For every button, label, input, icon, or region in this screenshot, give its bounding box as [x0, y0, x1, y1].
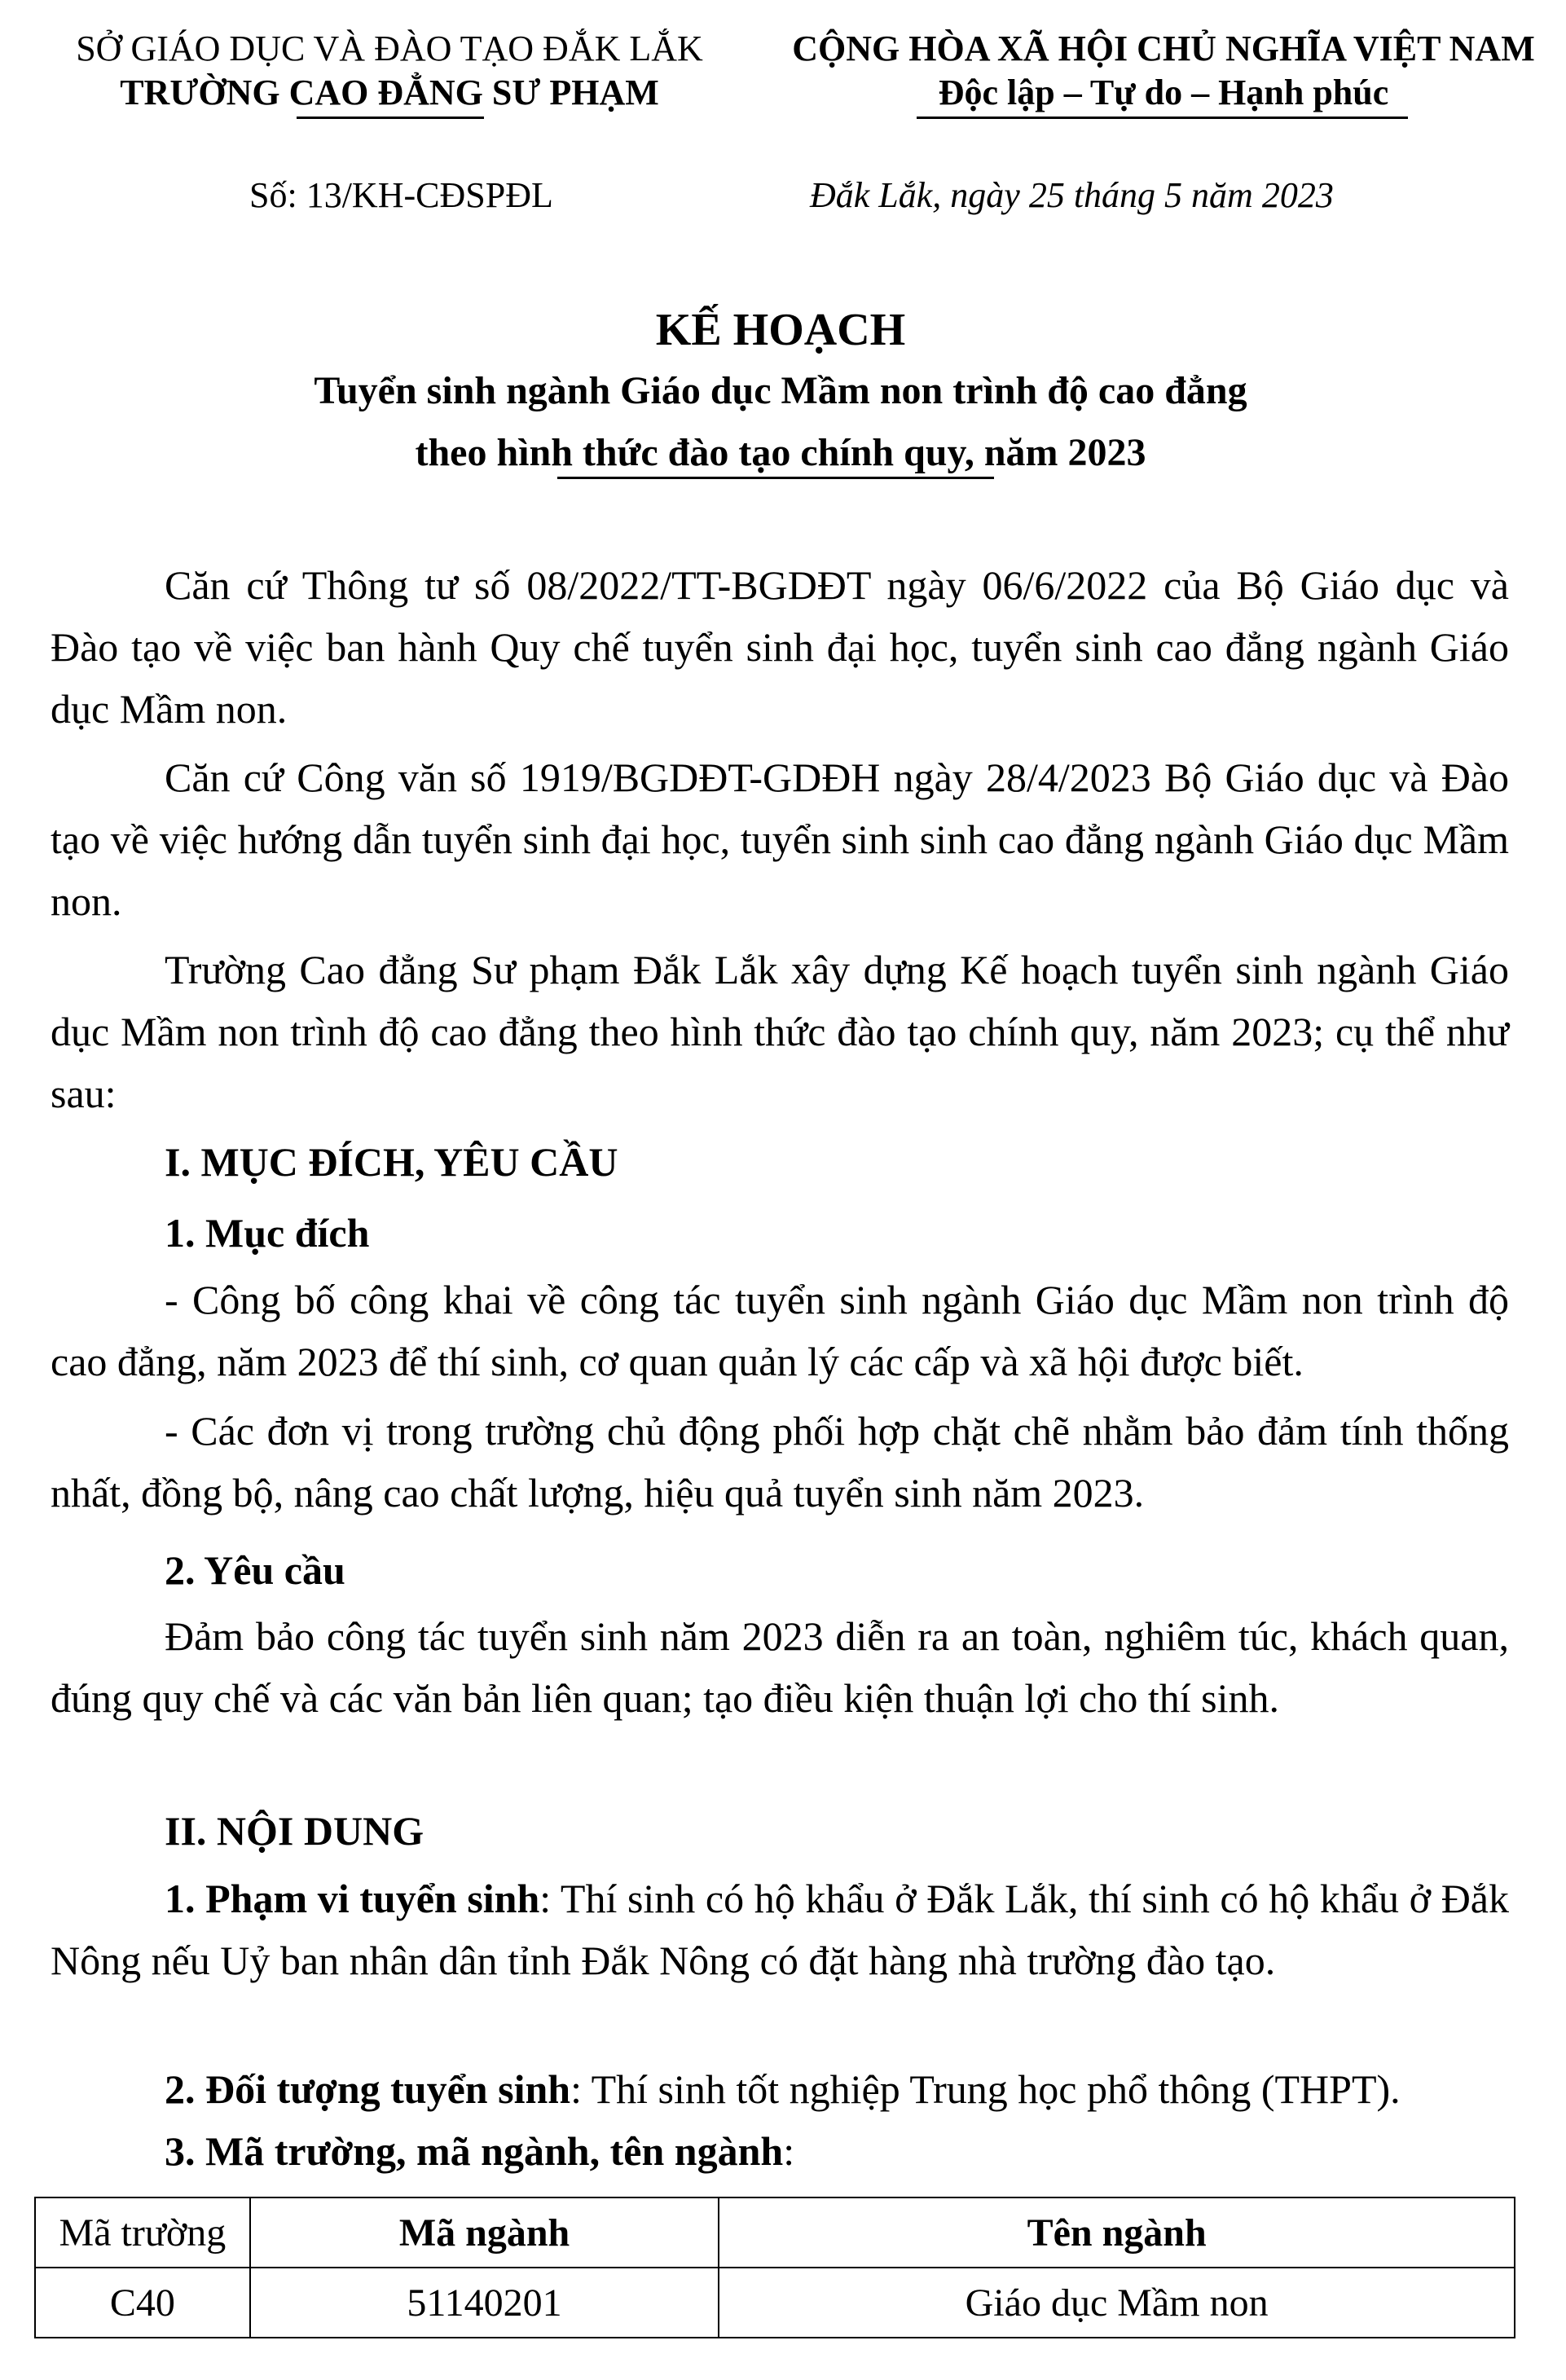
national-motto: Độc lập – Tự do – Hạnh phúc — [938, 73, 1389, 112]
cell-major-code: 51140201 — [250, 2268, 719, 2338]
bullet-purpose-1: - Công bố công khai về công tác tuyển sinh ngành Giáo dục Mầm non trình độ cao đẳng, năm 2023 để thí sinh, cơ quan quản lý các cấp và xã hội được biết. — [51, 1277, 1509, 1384]
section-heading-content: II. NỘI DUNG — [165, 1808, 424, 1854]
issuing-school: TRƯỜNG CAO ĐẲNG SƯ PHẠM — [120, 73, 659, 112]
bullet-purpose-2: - Các đơn vị trong trường chủ động phối hợp chặt chẽ nhằm bảo đảm tính thống nhất, đồng bộ, nâng cao chất lượng, hiệu quả tuyển sinh năm 2023. — [51, 1408, 1509, 1516]
section-heading-purpose-requirements: I. MỤC ĐÍCH, YÊU CẦU — [165, 1139, 618, 1185]
national-title: CỘNG HÒA XÃ HỘI CHỦ NGHĨA VIỆT NAM — [792, 29, 1535, 68]
paragraph-eligible-candidates: 2. Đối tượng tuyển sinh: Thí sinh tốt nghiệp Trung học phổ thông (THPT). — [165, 2066, 1401, 2112]
column-header-school-code: Mã trường — [35, 2197, 250, 2268]
paragraph-legal-basis-1: Căn cứ Thông tư số 08/2022/TT-BGDĐT ngày 06/6/2022 của Bộ Giáo dục và Đào tạo về việc ban hành Quy chế tuyển sinh đại học, tuyển sinh cao đẳng ngành Giáo dục Mầm non. — [51, 562, 1509, 732]
table-row — [35, 2268, 1515, 2338]
document-title: KẾ HOẠCH — [655, 305, 906, 355]
school-major-table — [34, 2197, 1515, 2338]
document-number: Số: 13/KH-CĐSPĐL — [249, 175, 553, 215]
place-and-date: Đắk Lắk, ngày 25 tháng 5 năm 2023 — [810, 175, 1334, 215]
paragraph-school-major-codes: 3. Mã trường, mã ngành, tên ngành: — [165, 2128, 795, 2174]
table-header-row — [35, 2197, 1515, 2268]
left-header-underline — [297, 117, 484, 119]
document-subtitle-line1: Tuyển sinh ngành Giáo dục Mầm non trình độ cao đẳng — [314, 369, 1247, 412]
cell-major-name: Giáo dục Mầm non — [719, 2268, 1515, 2338]
paragraph-introduction: Trường Cao đẳng Sư phạm Đắk Lắk xây dựng Kế hoạch tuyển sinh ngành Giáo dục Mầm non trình độ cao đẳng theo hình thức đào tạo chính quy, năm 2023; cụ thể như sau: — [51, 947, 1509, 1116]
subheading-purpose: 1. Mục đích — [165, 1210, 370, 1256]
issuing-department: SỞ GIÁO DỤC VÀ ĐÀO TẠO ĐẮK LẮK — [76, 29, 703, 68]
label-eligible-candidates: 2. Đối tượng tuyển sinh — [165, 2066, 571, 2112]
paragraph-requirements: Đảm bảo công tác tuyển sinh năm 2023 diễn ra an toàn, nghiêm túc, khách quan, đúng quy chế và các văn bản liên quan; tạo điều kiện thuận lợi cho thí sinh. — [51, 1613, 1509, 1721]
column-header-major-name: Tên ngành — [719, 2197, 1515, 2268]
paragraph-legal-basis-2: Căn cứ Công văn số 1919/BGDĐT-GDĐH ngày 28/4/2023 Bộ Giáo dục và Đào tạo về việc hướng dẫn tuyển sinh đại học, tuyển sinh sinh cao đẳng ngành Giáo dục Mầm non. — [51, 754, 1509, 924]
title-underline — [557, 477, 994, 479]
cell-school-code: C40 — [35, 2268, 250, 2338]
label-school-major-codes: 3. Mã trường, mã ngành, tên ngành — [165, 2128, 784, 2174]
right-header-underline — [917, 117, 1408, 119]
subheading-requirements: 2. Yêu cầu — [165, 1547, 345, 1593]
column-header-major-code: Mã ngành — [250, 2197, 719, 2268]
document-subtitle-line2: theo hình thức đào tạo chính quy, năm 2023 — [415, 431, 1146, 474]
label-enrollment-scope: 1. Phạm vi tuyển sinh — [165, 1876, 540, 1921]
paragraph-enrollment-scope: 1. Phạm vi tuyển sinh: Thí sinh có hộ khẩu ở Đắk Lắk, thí sinh có hộ khẩu ở Đắk Nông nếu Uỷ ban nhân dân tỉnh Đắk Nông có đặt hàng nhà trường đào tạo. — [51, 1876, 1509, 1983]
